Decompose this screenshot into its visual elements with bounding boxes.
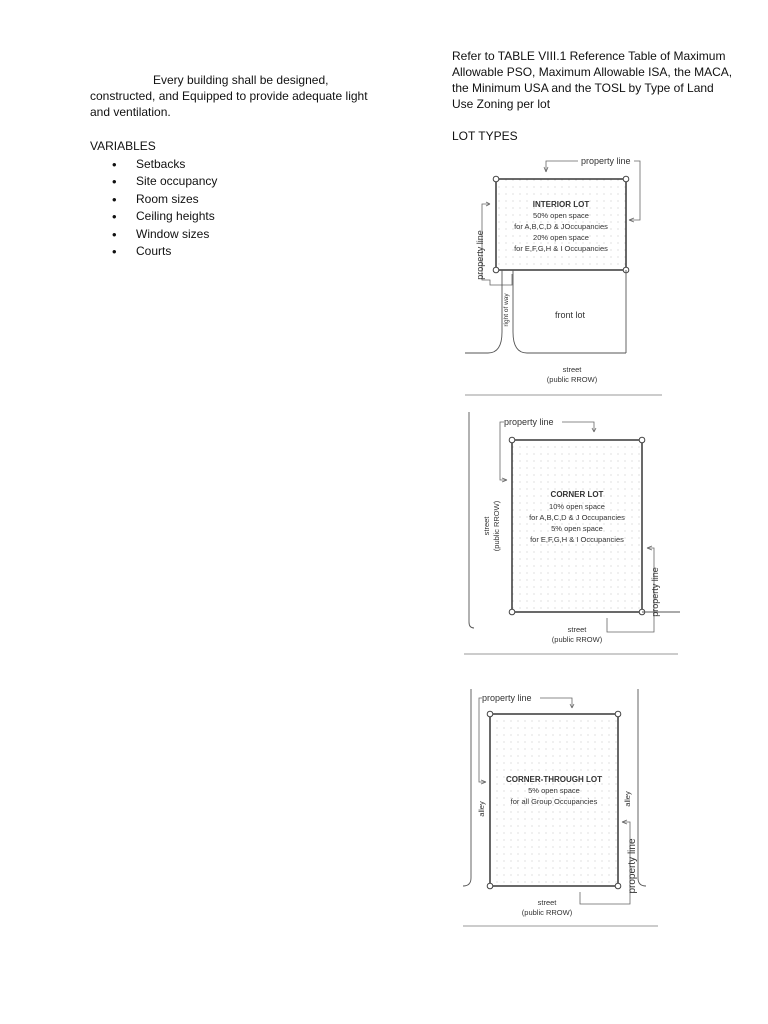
corner-lot-line4: for E,F,G,H & I Occupancies	[530, 535, 624, 544]
corner-through-lot-line1: 5% open space	[528, 786, 580, 795]
intro-line-2: constructed, and Equipped to provide adequate light	[90, 89, 368, 103]
list-item: • Window sizes	[112, 226, 217, 243]
alley-left-label: alley	[477, 801, 486, 817]
property-line-label: property line	[581, 156, 631, 166]
corner-lot-diagram	[462, 410, 682, 656]
corner-through-lot-diagram	[460, 684, 665, 929]
street-sub-label: (public RROW)	[521, 908, 573, 917]
property-line-label: property line	[504, 417, 554, 427]
street-sub-label: (public RROW)	[551, 635, 603, 644]
right-of-way-label: right of way	[503, 293, 510, 327]
property-line-side-label: property line	[475, 230, 485, 280]
interior-lot-line3: 20% open space	[533, 233, 589, 242]
interior-lot-line4: for E,F,G,H & I Occupancies	[514, 244, 608, 253]
interior-lot-line2: for A,B,C,D & JOccupancies	[514, 222, 608, 231]
property-line-side-label: property line	[627, 838, 638, 894]
street-label: street	[567, 625, 587, 634]
corner-lot-title: CORNER LOT	[550, 490, 604, 499]
interior-lot-diagram	[462, 150, 667, 400]
lot-types-heading: LOT TYPES	[452, 129, 518, 143]
interior-lot-figure	[462, 150, 667, 400]
property-line-label: property line	[482, 693, 532, 703]
interior-lot-line1: 50% open space	[533, 211, 589, 220]
corner-lot-line3: 5% open space	[551, 524, 603, 533]
corner-through-lot-figure	[460, 684, 665, 929]
list-item: • Site occupancy	[112, 173, 217, 190]
list-item: • Courts	[112, 243, 217, 260]
reference-paragraph: Refer to TABLE VIII.1 Reference Table of Maximum Allowable PSO, Maximum Allowable ISA, the MACA, the Minimum USA and the TOSL by Type of Land Use Zoning per lot	[452, 49, 733, 111]
corner-lot-line1: 10% open space	[549, 502, 605, 511]
variables-heading: VARIABLES	[90, 139, 156, 153]
interior-lot-title: INTERIOR LOT	[532, 200, 590, 209]
street-sub-label: (public RROW)	[546, 375, 598, 384]
property-line-side-label: property line	[650, 567, 660, 617]
list-item: • Ceiling heights	[112, 208, 217, 225]
side-street-sub-label: (public RROW)	[492, 500, 501, 552]
list-item: • Room sizes	[112, 191, 217, 208]
intro-paragraph	[90, 72, 370, 120]
side-street-label: street	[482, 516, 491, 536]
street-label: street	[537, 898, 557, 907]
alley-right-label: alley	[623, 791, 632, 807]
street-label: street	[562, 365, 582, 374]
intro-line-3: and ventilation.	[90, 105, 171, 119]
corner-lot-figure	[462, 410, 682, 656]
variables-list	[112, 156, 217, 260]
corner-through-lot-title: CORNER-THROUGH LOT	[506, 775, 602, 784]
corner-lot-line2: for A,B,C,D & J Occupancies	[529, 513, 625, 522]
list-item: • Setbacks	[112, 156, 217, 173]
intro-line-1: Every building shall be designed,	[153, 73, 329, 87]
corner-through-lot-line2: for all Group Occupancies	[510, 797, 598, 806]
front-lot-label: front lot	[554, 310, 586, 320]
